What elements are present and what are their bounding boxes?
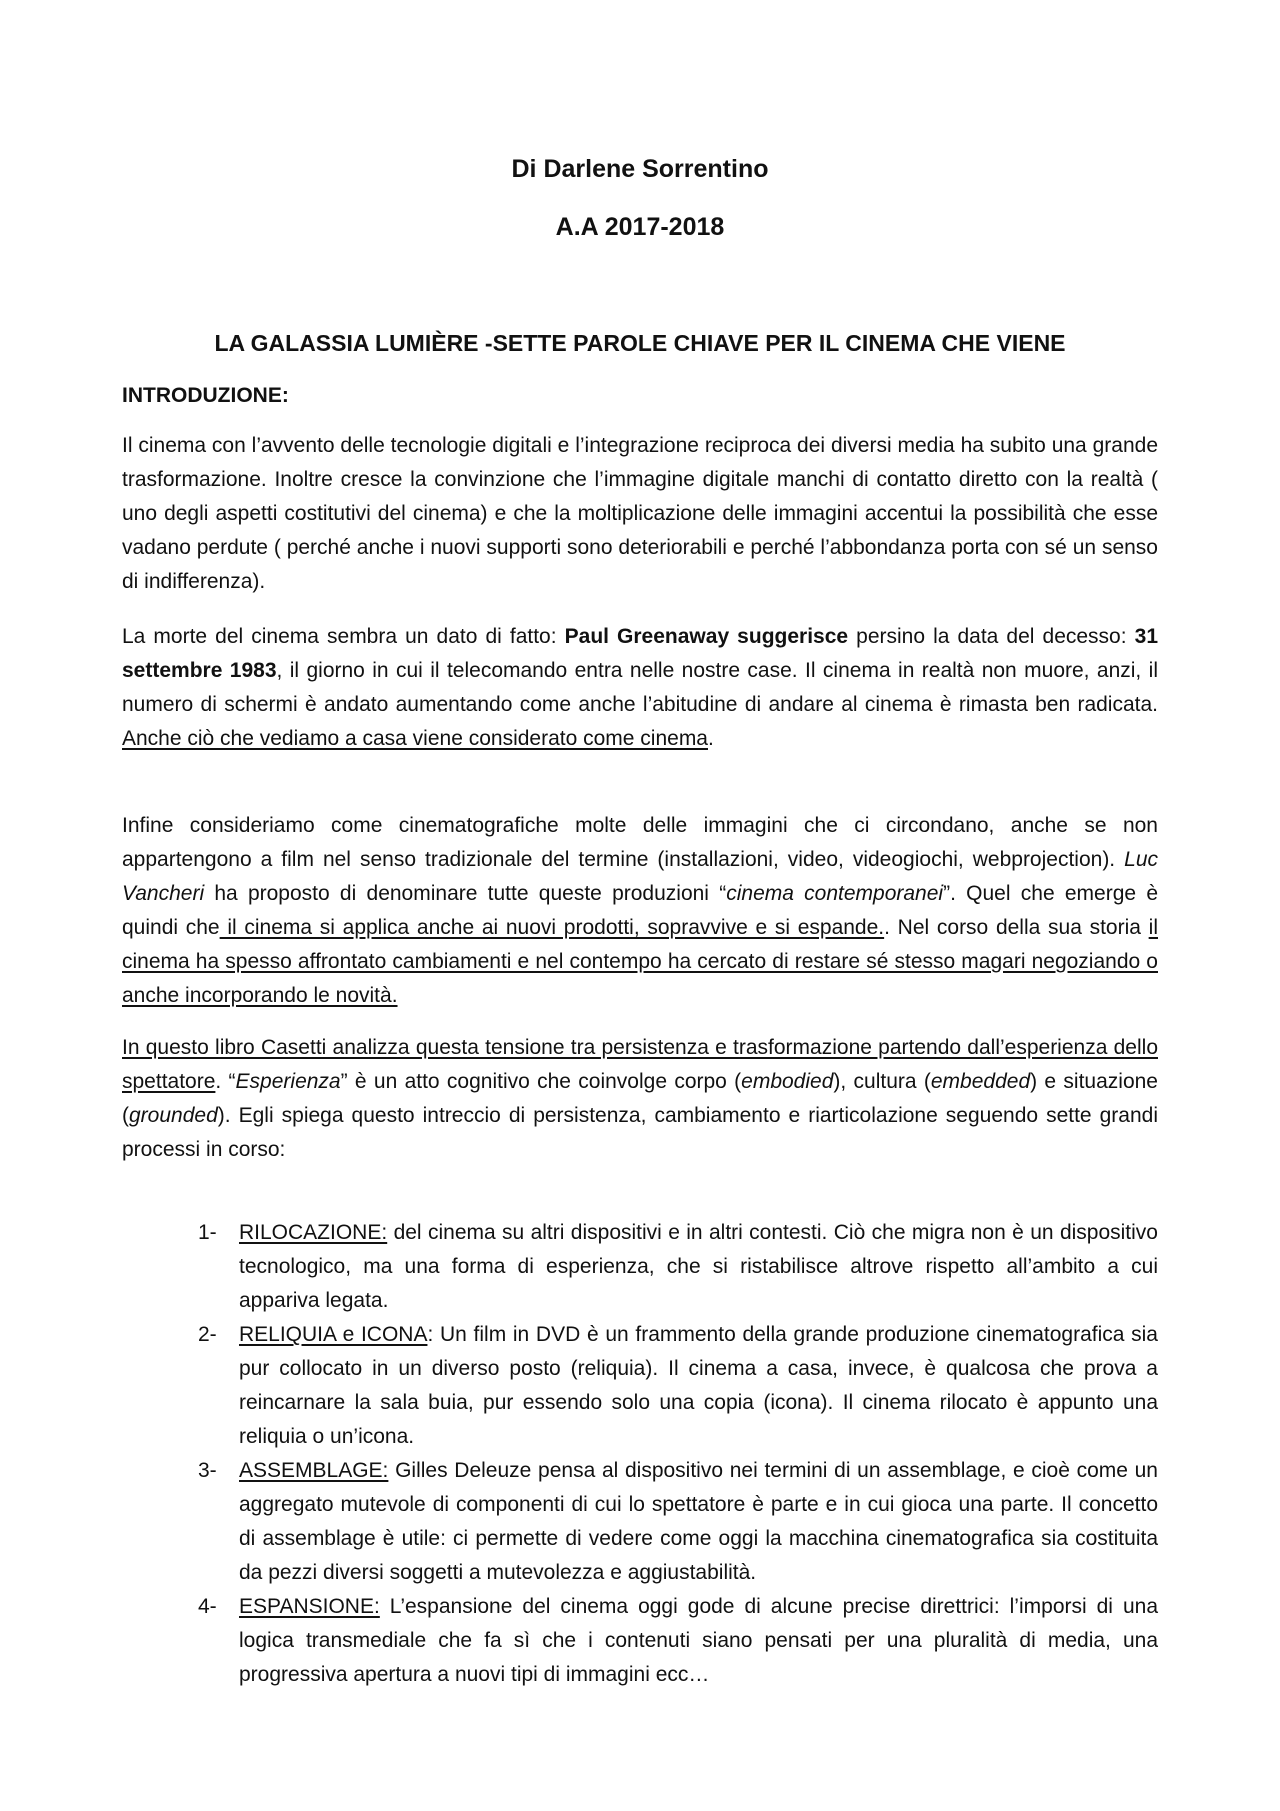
p4-text-1: . “ — [215, 1070, 236, 1093]
list-item-number: 2- — [198, 1323, 217, 1346]
p4-italic-2: embodied — [741, 1070, 834, 1093]
list-item — [0, 1454, 1280, 1590]
list-item-number: 4- — [198, 1595, 217, 1618]
p3-text-4: . Nel corso della sua storia — [884, 916, 1149, 939]
academic-year-line: A.A 2017-2018 — [555, 213, 725, 241]
list-item-term: RILOCAZIONE: — [239, 1221, 388, 1244]
p2-underline-1: Anche ciò che vediamo a casa viene considerato come cinema — [122, 727, 708, 750]
introduction-heading: INTRODUZIONE: — [122, 384, 289, 407]
list-item-text: L’espansione del cinema oggi gode di alcune precise direttrici: l’imporsi di una logica transmediale che fa sì che i contenuti siano pensati per una pluralità di media, una progressiva apertura a nuovi tipi di immagini ecc… — [239, 1595, 1158, 1686]
p4-text-2: ” è un atto cognitivo che coinvolge corpo ( — [340, 1070, 742, 1093]
paragraph-2 — [122, 620, 1158, 756]
paragraph-1: Il cinema con l’avvento delle tecnologie digitali e l’integrazione reciproca dei diversi media ha subito una grande trasformazione. Inoltre cresce la convinzione che l’immagine digitale manchi di contatto diretto con la realtà ( uno degli aspetti costitutivi del cinema) e che la moltiplicazione delle immagini accentui la possibilità che esse vadano perdute ( perché anche i nuovi supporti sono deteriorabili e perché l’abbondanza porta con sé un senso di indifferenza). — [122, 434, 1158, 593]
list-item-term: ESPANSIONE: — [239, 1595, 380, 1618]
p3-underline-1: il cinema si applica anche ai nuovi prodotti, sopravvive e si espande. — [219, 916, 885, 939]
p4-italic-3: embedded — [930, 1070, 1031, 1093]
p4-text-3: ), cultura ( — [833, 1070, 931, 1093]
list-item — [0, 1318, 1280, 1454]
list-item-number: 1- — [198, 1221, 217, 1244]
list-item-term: RELIQUIA e ICONA — [239, 1323, 428, 1346]
p2-text-2: persino la data del decesso: — [848, 625, 1135, 648]
list-item-text: Gilles Deleuze pensa al dispositivo nei termini di un assemblage, e cioè come un aggregato mutevole di componenti di cui lo spettatore è parte e in cui gioca una parte. Il concetto di assemblage è utile: ci permette di vedere come oggi la macchina cinematografica sia costituita da pezzi diversi soggetti a mutevolezza e aggiustabilità. — [239, 1459, 1158, 1584]
p3-text-3: ”. Quel che emerge è quindi che — [122, 882, 1159, 939]
p4-text-5: ). Egli spiega questo intreccio di persistenza, cambiamento e riarticolazione seguendo sette grandi processi in corso: — [122, 1104, 1158, 1161]
p2-bold-1: Paul Greenaway suggerisce — [564, 625, 849, 648]
list-item-text: del cinema su altri dispositivi e in altri contesti. Ciò che migra non è un dispositivo tecnologico, ma una forma di esperienza, che si ristabilisce altrove rispetto all’ambito a cui appariva legata. — [239, 1221, 1158, 1312]
paragraph-4 — [122, 1031, 1158, 1167]
p3-text-1: Infine consideriamo come cinematografiche molte delle immagini che ci circondano, anche se non appartengono a film nel senso tradizionale del termine (installazioni, video, videogiochi, webprojection). — [122, 814, 1158, 871]
p4-text-4: ) e situazione ( — [122, 1070, 1158, 1127]
p3-italic-1: Luc Vancheri — [122, 848, 1158, 905]
p4-italic-4: grounded — [129, 1104, 218, 1127]
author-line: Di Darlene Sorrentino — [511, 155, 769, 183]
p4-underline-1: In questo libro Casetti analizza questa tensione tra persistenza e trasformazione partendo dall’esperienza dello spettatore — [122, 1036, 1158, 1093]
list-item-number: 3- — [198, 1459, 217, 1482]
p3-text-2: ha proposto di denominare tutte queste produzioni “ — [204, 882, 727, 905]
document-title: LA GALASSIA LUMIÈRE -SETTE PAROLE CHIAVE PER IL CINEMA CHE VIENE — [214, 330, 1066, 356]
list-item-term: ASSEMBLAGE: — [239, 1459, 389, 1482]
paragraph-3 — [122, 809, 1158, 1013]
list-item — [0, 1590, 1280, 1692]
p2-bold-2: 31 settembre 1983 — [122, 625, 1158, 682]
p3-italic-2: cinema contemporanei — [726, 882, 944, 905]
keyword-list — [0, 1216, 1280, 1692]
p4-italic-1: Esperienza — [235, 1070, 341, 1093]
list-item-text: : Un film in DVD è un frammento della grande produzione cinematografica sia pur collocato in un diverso posto (reliquia). Il cinema a casa, invece, è qualcosa che prova a reincarnare la sala buia, pur essendo solo una copia (icona). Il cinema rilocato è appunto una reliquia o un’icona. — [239, 1323, 1158, 1448]
p2-text-4: . — [708, 727, 714, 750]
p3-underline-2: il cinema ha spesso affrontato cambiamenti e nel contempo ha cercato di restare sé stesso magari negoziando o anche incorporando le novità. — [122, 916, 1158, 1007]
list-item — [0, 1216, 1280, 1318]
p2-text-3: , il giorno in cui il telecomando entra nelle nostre case. Il cinema in realtà non muore, anzi, il numero di schermi è andato aumentando come anche l’abitudine di andare al cinema è rimasta ben radicata. — [122, 659, 1158, 716]
p2-text-1: La morte del cinema sembra un dato di fatto: — [122, 625, 565, 648]
